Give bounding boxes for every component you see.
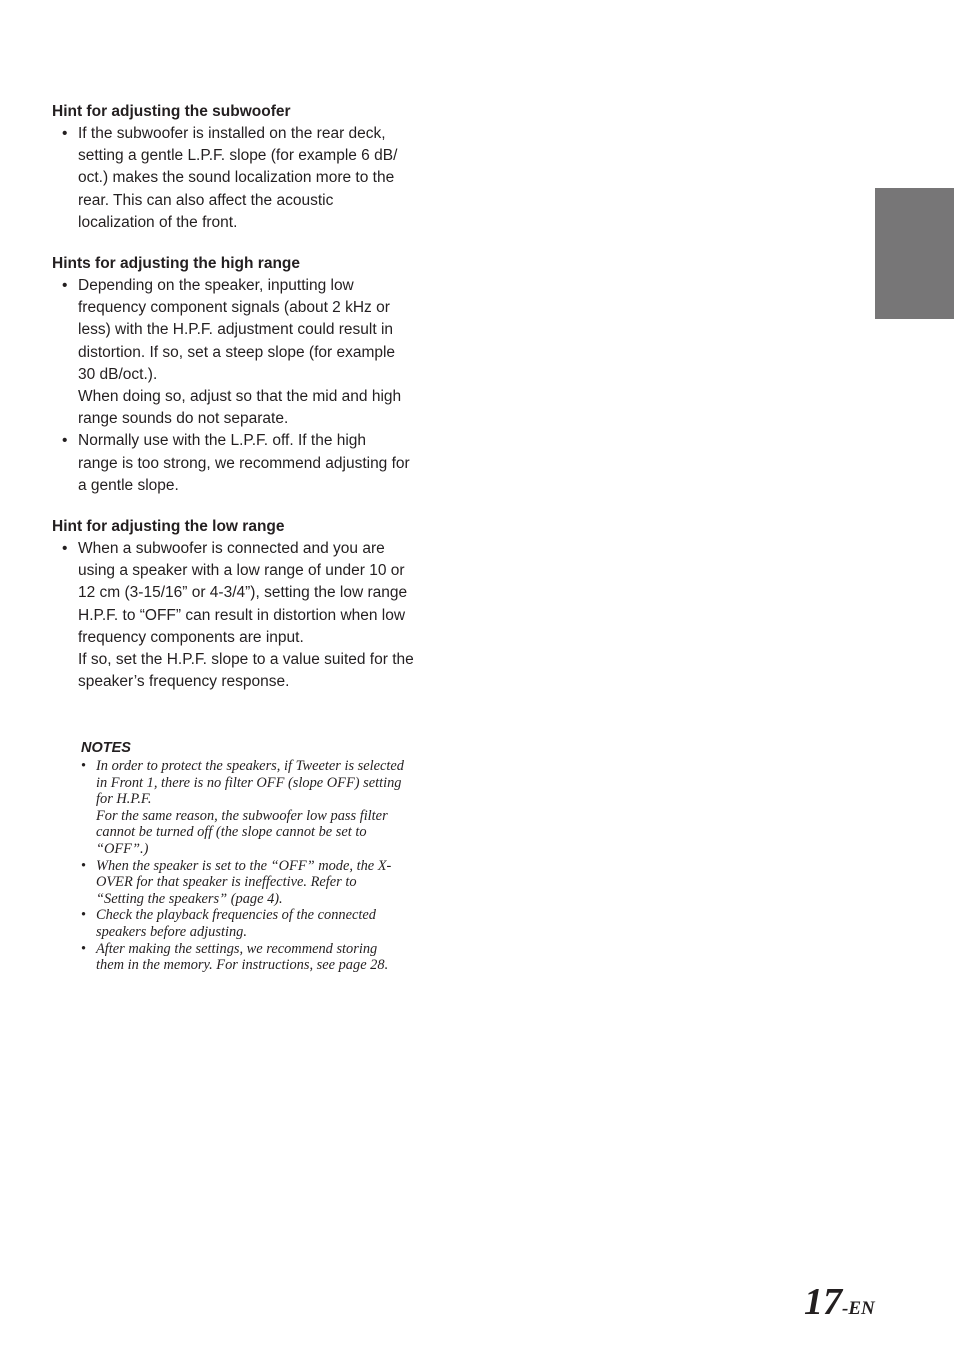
bullet-mark: • xyxy=(62,540,68,558)
note-line: When the speaker is set to the “OFF” mode, the X- xyxy=(96,857,392,874)
bullet-line: distortion. If so, set a steep slope (for example xyxy=(78,343,396,361)
bullet-line: frequency components are input. xyxy=(78,628,304,646)
bullet-line: less) with the H.P.F. adjustment could result in xyxy=(78,321,394,339)
section-subwoofer xyxy=(52,101,447,234)
note-line: speakers before adjusting. xyxy=(96,923,247,940)
bullet-line: If so, set the H.P.F. slope to a value suited for the xyxy=(78,651,414,669)
bullet-line: If the subwoofer is installed on the rear deck, xyxy=(78,125,386,142)
note-line: OVER for that speaker is ineffective. Refer to xyxy=(96,874,357,891)
bullet-line: When a subwoofer is connected and you are xyxy=(78,540,385,558)
bullet-item xyxy=(52,538,447,693)
note-line: them in the memory. For instructions, see page 28. xyxy=(96,957,389,974)
note-line: Check the playback frequencies of the connected xyxy=(96,907,376,924)
bullet-mark: • xyxy=(81,758,87,774)
bullet-line: oct.) makes the sound localization more to the xyxy=(78,169,395,187)
note-line: cannot be turned off (the slope cannot be set to xyxy=(96,824,367,841)
section-heading: Hint for adjusting the low range xyxy=(52,518,285,536)
section-low-range xyxy=(52,516,447,693)
note-item xyxy=(81,858,443,908)
section-heading: Hint for adjusting the subwoofer xyxy=(52,103,291,120)
note-line: in Front 1, there is no filter OFF (slope OFF) setting xyxy=(96,774,402,791)
bullet-mark: • xyxy=(62,432,68,450)
section-high-range xyxy=(52,253,447,497)
notes-title: NOTES xyxy=(81,740,131,756)
bullet-item xyxy=(52,430,447,497)
bullet-line: rear. This can also affect the acoustic xyxy=(78,191,334,209)
bullet-mark: • xyxy=(81,940,87,957)
section-heading: Hints for adjusting the high range xyxy=(52,255,300,273)
page-number-suffix: -EN xyxy=(842,1298,875,1319)
bullet-item xyxy=(52,123,447,234)
bullet-line: 12 cm (3-15/16” or 4-3/4”), setting the low range xyxy=(78,584,408,602)
bullet-line: Normally use with the L.P.F. off. If the high xyxy=(78,432,367,450)
note-line: After making the settings, we recommend storing xyxy=(96,940,378,957)
note-item xyxy=(81,907,443,940)
bullet-mark: • xyxy=(62,125,68,142)
bullet-line: frequency component signals (about 2 kHz or xyxy=(78,299,390,317)
note-line: “Setting the speakers” (page 4). xyxy=(96,890,283,907)
bullet-line: H.P.F. to “OFF” can result in distortion when low xyxy=(78,606,406,624)
bullet-line: range is too strong, we recommend adjusting for xyxy=(78,454,410,472)
bullet-line: a gentle slope. xyxy=(78,476,179,494)
bullet-mark: • xyxy=(81,857,87,874)
section-tab-marker xyxy=(875,188,954,319)
bullet-line: 30 dB/oct.). xyxy=(78,365,158,383)
note-line: For the same reason, the subwoofer low pass filter xyxy=(96,807,388,824)
notes-box xyxy=(81,738,443,974)
bullet-line: range sounds do not separate. xyxy=(78,410,289,428)
page-number-value: 17 xyxy=(804,1281,842,1323)
bullet-line: When doing so, adjust so that the mid and high xyxy=(78,388,402,406)
bullet-line: localization of the front. xyxy=(78,213,238,231)
main-column xyxy=(52,101,447,712)
bullet-item xyxy=(52,275,447,430)
page-number xyxy=(804,1280,875,1324)
note-item xyxy=(81,758,443,858)
bullet-line: using a speaker with a low range of under 10 or xyxy=(78,562,405,580)
bullet-mark: • xyxy=(81,907,87,924)
note-line: In order to protect the speakers, if Tweeter is selected xyxy=(96,758,404,774)
bullet-mark: • xyxy=(62,277,68,295)
bullet-line: speaker’s frequency response. xyxy=(78,673,290,691)
note-item xyxy=(81,941,443,974)
note-line: “OFF”.) xyxy=(96,840,149,857)
bullet-line: Depending on the speaker, inputting low xyxy=(78,277,354,295)
note-line: for H.P.F. xyxy=(96,791,152,808)
bullet-line: setting a gentle L.P.F. slope (for example 6 dB/ xyxy=(78,147,398,165)
